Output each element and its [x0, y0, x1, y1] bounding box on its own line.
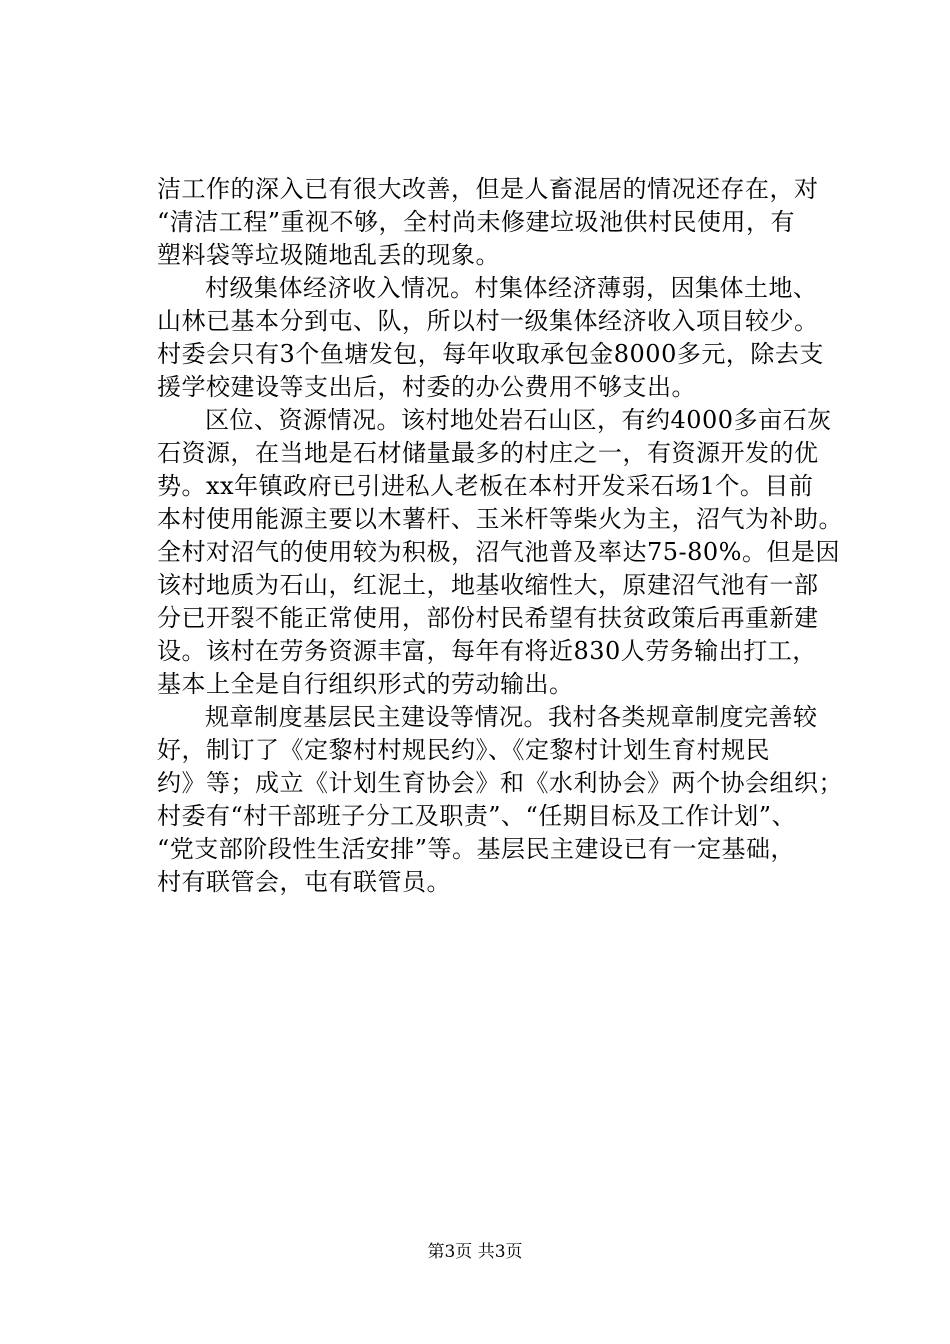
text-line: 势。xx年镇政府已引进私人老板在本村开发采石场1个。目前: [157, 472, 814, 500]
text-line: 该村地质为石山，红泥土，地基收缩性大，原建沼气池有一部: [157, 571, 819, 599]
text-line: 山林已基本分到屯、队，所以村一级集体经济收入项目较少。: [157, 307, 819, 335]
text-line: 基本上全是自行组织形式的劳动输出。: [157, 670, 574, 698]
page-number: 第3页 共3页: [427, 1242, 523, 1262]
text-line: “党支部阶段性生活安排”等。基层民主建设已有一定基础，: [157, 835, 796, 863]
paragraph-first-line: 区位、资源情况。该村地处岩石山区，有约4000多亩石灰: [205, 406, 832, 434]
document-body: [157, 173, 843, 899]
text-line: 本村使用能源主要以木薯杆、玉米杆等柴火为主，沼气为补助。: [157, 505, 843, 533]
text-line: 村委有“村干部班子分工及职责”、“任期目标及工作计划”、: [157, 802, 797, 830]
page-footer: [0, 1240, 950, 1264]
paragraph-first-line: 规章制度基层民主建设等情况。我村各类规章制度完善较: [205, 703, 818, 731]
text-line: 塑料袋等垃圾随地乱丢的现象。: [157, 241, 500, 269]
text-line: 好，制订了《定黎村村规民约》、《定黎村计划生育村规民: [157, 736, 770, 764]
text-line: 洁工作的深入已有很大改善，但是人畜混居的情况还存在，对: [157, 175, 819, 203]
text-line: 分已开裂不能正常使用，部份村民希望有扶贫政策后再重新建: [157, 604, 819, 632]
text-line: 全村对沼气的使用较为积极，沼气池普及率达75-80%。但是因: [157, 538, 840, 566]
paragraph-first-line: 村级集体经济收入情况。村集体经济薄弱，因集体土地、: [205, 274, 818, 302]
text-line: 约》等；成立《计划生育协会》和《水利协会》两个协会组织；: [157, 769, 843, 797]
text-line: 设。该村在劳务资源丰富，每年有将近830人劳务输出打工，: [157, 637, 817, 665]
text-line: “清洁工程”重视不够，全村尚未修建垃圾池供村民使用，有: [157, 208, 796, 236]
text-line: 村委会只有3个鱼塘发包，每年收取承包金8000多元，除去支: [157, 340, 824, 368]
text-line: 石资源，在当地是石材储量最多的村庄之一，有资源开发的优: [157, 439, 819, 467]
text-line: 村有联管会，屯有联管员。: [157, 868, 451, 896]
text-line: 援学校建设等支出后，村委的办公费用不够支出。: [157, 373, 696, 401]
